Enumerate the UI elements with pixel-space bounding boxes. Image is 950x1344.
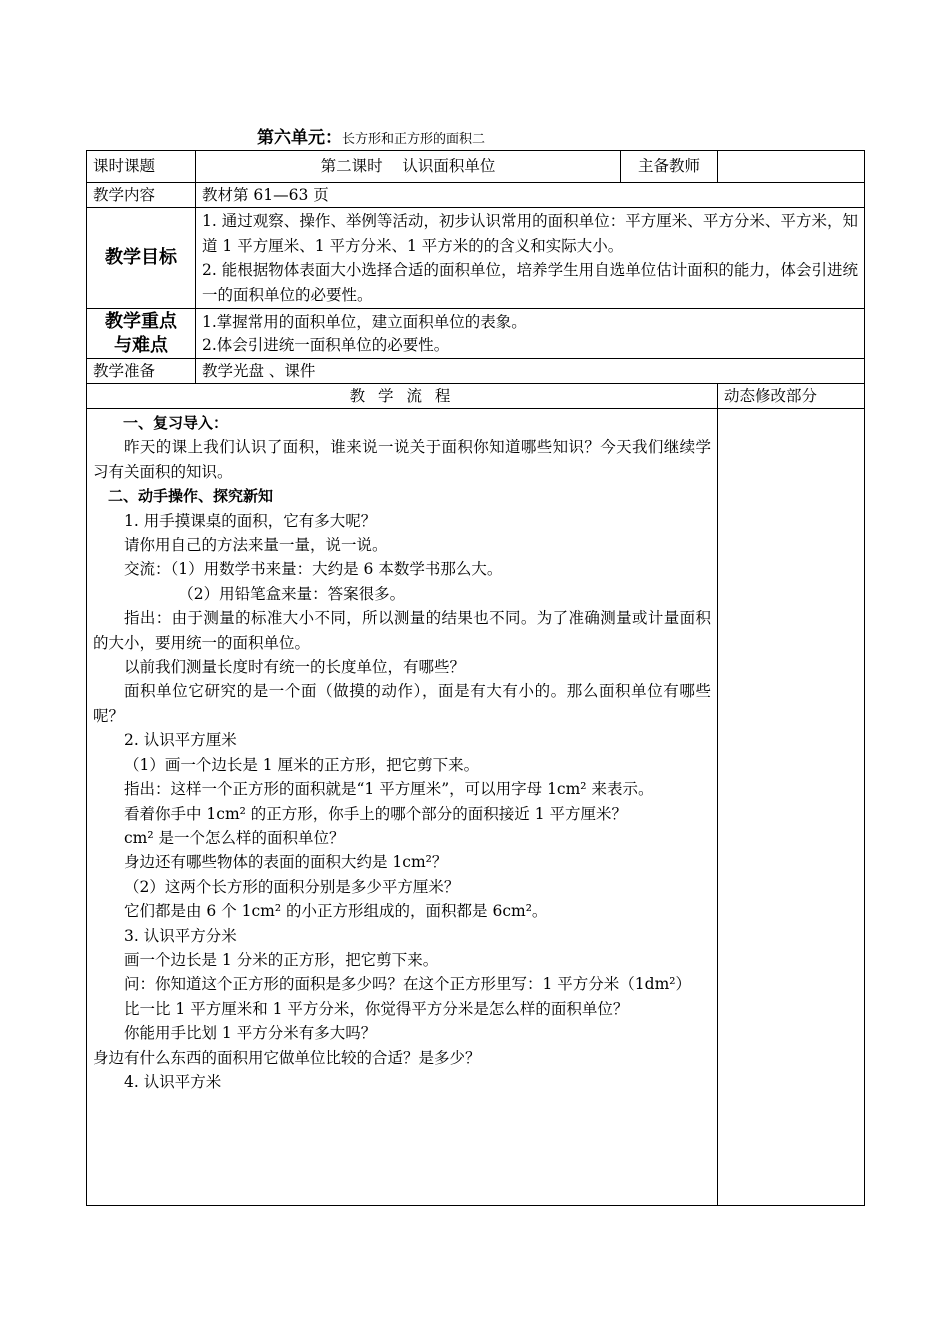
side-notes-cell — [718, 409, 865, 1206]
keypoints-row — [87, 309, 865, 359]
flow-cell — [87, 409, 718, 1206]
flow-row — [87, 409, 865, 1206]
keypoint-item: 1.掌握常用的面积单位，建立面积单位的表象。 — [202, 312, 527, 331]
flow-paragraph: 看着你手中 1cm² 的正方形，你手上的哪个部分的面积接近 1 平方厘米？ — [124, 804, 628, 823]
goal-item: 1. 通过观察、操作、举例等活动，初步认识常用的面积单位：平方厘米、平方分米、平方米，知道 1 平方厘米、1 平方分米、1 平方米的的含义和实际大小。 — [202, 212, 858, 255]
topic-title: 长方形和正方形的面积二 — [342, 132, 486, 147]
content-label: 教学内容 — [87, 183, 196, 208]
keypoints-label-line1: 教学重点 — [105, 310, 177, 332]
flow-paragraph: 它们都是由 6 个 1cm² 的小正方形组成的，面积都是 6cm²。 — [124, 902, 548, 921]
teacher-value — [718, 151, 865, 183]
flow-paragraph: 身边还有哪些物体的表面的面积大约是 1cm²？ — [124, 853, 448, 872]
flow-paragraph: 身边有什么东西的面积用它做单位比较的合适？是多少？ — [93, 1048, 481, 1067]
content-value: 教材第 61—63 页 — [196, 183, 865, 208]
prep-row — [87, 359, 865, 384]
flow-paragraph: 问：你知道这个正方形的面积是多少吗？在这个正方形里写：1 平方分米（1dm²） — [124, 975, 691, 994]
flow-paragraph: cm² 是一个怎么样的面积单位？ — [124, 828, 345, 847]
flow-paragraph: 交流：（1）用数学书来量：大约是 6 本数学书那么大。 — [124, 560, 503, 579]
flow-paragraph: 1. 用手摸课桌的面积，它有多大呢？ — [124, 511, 377, 530]
flow-paragraph: 画一个边长是 1 分米的正方形，把它剪下来。 — [124, 950, 439, 969]
goals-label: 教学目标 — [87, 208, 196, 309]
keypoints-cell — [196, 309, 865, 359]
flow-header-row — [87, 384, 865, 409]
subsection-heading: 2. 认识平方厘米 — [124, 731, 237, 750]
flow-paragraph: 请你用自己的方法来量一量，说一说。 — [124, 536, 388, 555]
flow-paragraph: （2）这两个长方形的面积分别是多少平方厘米？ — [124, 877, 460, 896]
keypoints-label — [87, 309, 196, 359]
lesson-row — [87, 151, 865, 183]
document-title — [257, 123, 485, 148]
subsection-heading: 3. 认识平方分米 — [124, 926, 237, 945]
lesson-value: 第二课时 认识面积单位 — [196, 151, 621, 183]
goals-cell — [196, 208, 865, 309]
flow-header: 教 学 流 程 — [87, 384, 718, 409]
flow-paragraph: （1）画一个边长是 1 厘米的正方形，把它剪下来。 — [124, 755, 480, 774]
lesson-label: 课时课题 — [87, 151, 196, 183]
keypoint-item: 2.体会引进统一面积单位的必要性。 — [202, 335, 450, 354]
section-heading: 一、复习导入： — [123, 414, 229, 432]
prep-label: 教学准备 — [87, 359, 196, 384]
side-header: 动态修改部分 — [718, 384, 865, 409]
flow-paragraph: （2）用铅笔盒来量：答案很多。 — [178, 584, 406, 603]
subsection-heading: 4. 认识平方米 — [124, 1072, 222, 1091]
prep-value: 教学光盘 、课件 — [196, 359, 865, 384]
flow-paragraph: 面积单位它研究的是一个面（做摸的动作），面是有大有小的。那么面积单位有哪些呢？ — [93, 682, 711, 725]
flow-paragraph: 指出：由于测量的标准大小不同，所以测量的结果也不同。为了准确测量或计量面积的大小，要用统一的面积单位。 — [93, 609, 711, 652]
flow-paragraph: 指出：这样一个正方形的面积就是“1 平方厘米”，可以用字母 1cm² 来表示。 — [124, 780, 654, 799]
goal-item: 2. 能根据物体表面大小选择合适的面积单位，培养学生用自选单位估计面积的能力，体会引进统一的面积单位的必要性。 — [202, 261, 858, 304]
unit-title: 第六单元： — [257, 128, 342, 148]
keypoints-label-line2: 与难点 — [114, 334, 168, 356]
flow-paragraph: 以前我们测量长度时有统一的长度单位，有哪些？ — [124, 658, 466, 677]
goals-row — [87, 208, 865, 309]
flow-paragraph: 你能用手比划 1 平方分米有多大吗？ — [124, 1024, 377, 1043]
flow-paragraph: 昨天的课上我们认识了面积，谁来说一说关于面积你知道哪些知识？今天我们继续学习有关面积的知识。 — [93, 438, 711, 481]
content-row — [87, 183, 865, 208]
section-heading: 二、动手操作、探究新知 — [108, 487, 274, 506]
teacher-label: 主备教师 — [621, 151, 718, 183]
flow-paragraph: 比一比 1 平方厘米和 1 平方分米，你觉得平方分米是怎么样的面积单位？ — [124, 999, 629, 1018]
lesson-plan-table — [86, 150, 865, 1206]
